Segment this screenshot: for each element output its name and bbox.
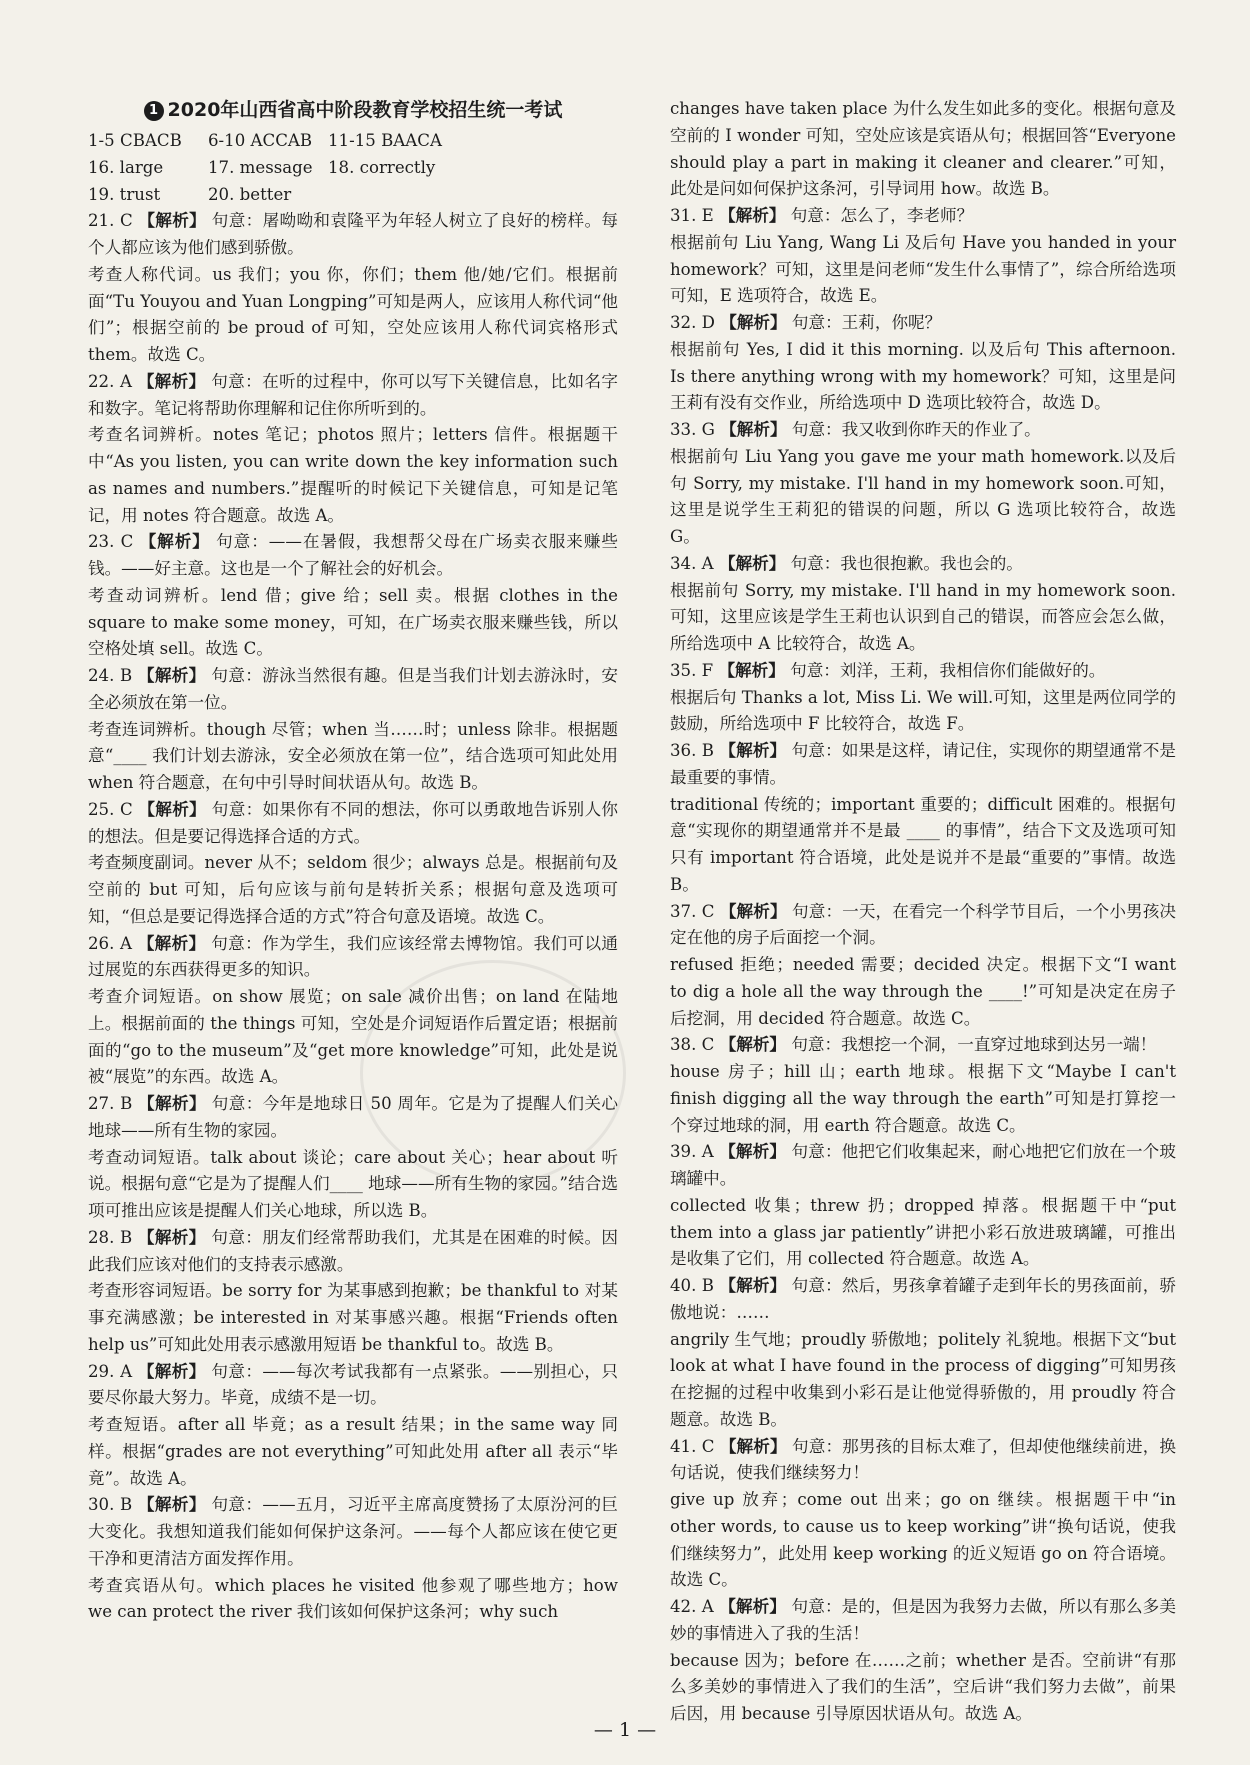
item-number: 23. C [88,532,134,552]
explanation-item [88,529,618,663]
analysis-tag: 【解析】 [137,371,206,391]
analysis-tag: 【解析】 [719,1597,787,1616]
right-column [670,96,1176,1728]
item-number: 38. C [670,1035,715,1055]
left-column [88,96,618,1626]
explanation-text: 句意：他把它们收集起来，耐心地把它们放在一个玻璃罐中。 [670,1142,1176,1188]
analysis-tag: 【解析】 [137,1495,206,1515]
item-number: 41. C [670,1436,715,1456]
analysis-tag: 【解析】 [719,901,787,921]
answer-cell: 16. large [88,157,164,177]
analysis-tag: 【解析】 [719,1035,787,1055]
explanation-item [670,310,1176,417]
explanation-item [670,203,1176,310]
explanation-item [88,931,618,1092]
analysis-tag: 【解析】 [137,1227,206,1247]
analysis-tag: 【解析】 [137,933,206,953]
item-number: 21. C [88,211,133,231]
explanation-text: 句意：今年是地球日 50 周年。它是为了提醒人们关心地球——所有生物的家园。 [88,1094,619,1140]
analysis-tag: 【解析】 [719,1276,787,1295]
explanation-text: 句意：——每次考试我都有一点紧张。——别担心，只要尽你最大努力。毕竟，成绩不是一切。 [88,1361,619,1408]
item-number: 35. F [670,660,714,680]
explanation-text: 考查宾语从句。which places he visited 他参观了哪些地方；how we can protect the river 我们该如何保护这条河；why such [88,1575,618,1622]
page-title: 1 2020年山西省高中阶段教育学校招生统一考试 [88,96,618,125]
analysis-tag: 【解析】 [719,1142,787,1162]
left-explanations [88,208,618,1626]
explanation-item [88,1091,618,1225]
explanation-text: 句意：我想挖一个洞，一直穿过地球到达另一端！ [791,1035,1157,1055]
analysis-tag: 【解析】 [138,799,207,819]
explanation-item [88,208,618,369]
explanation-item [670,738,1176,899]
explanation-text: 根据前句 Yes, I did it this morning. 以及后句 This afternoon. Is there anything wrong with my homework？可知，这里是问王莉有没有交作业，所给选项中 D 选项比较符合，故选 D。 [670,339,1176,413]
explanation-text: 句意：我又收到你昨天的作业了。 [791,420,1041,439]
item-number: 31. E [670,206,714,225]
explanation-text: 句意：然后，男孩拿着罐子走到年长的男孩面前，骄傲地说：…… [670,1276,1177,1322]
explanation-text: collected 收集；threw 扔；dropped 掉落。根据题干中“put them into a glass jar patiently”讲把小彩石放进玻璃罐，可推出是收集了它们，用 collected 符合题意。故选 A。 [670,1195,1176,1269]
explanation-item [670,551,1176,658]
answer-cell: 11-15 BAACA [328,131,442,150]
explanation-text: 句意：我也很抱歉。我也会的。 [790,553,1023,573]
explanation-text: angrily 生气地；proudly 骄傲地；politely 礼貌地。根据下文“but look at what I have found in the process of digging”可知男孩在挖掘的过程中收集到小彩石是让他觉得骄傲的，用 proudly 符合题意。故选 B。 [670,1329,1176,1429]
explanation-item [670,899,1176,1033]
explanation-text: 考查短语。after all 毕竟；as a result 结果；in the same way 同样。根据“grades are not everything”可知此处用 after all 表示“毕竟”。故选 A。 [88,1415,618,1488]
answer-cell: 17. message [208,157,313,177]
item-number: 26. A [88,933,133,953]
explanation-text: 句意：——在暑假，我想帮父母在广场卖衣服来赚些钱。——好主意。这也是一个了解社会的好机会。 [88,532,619,578]
explanation-text: 句意：是的，但是因为我努力去做，所以有那么多美妙的事情进入了我的生活！ [670,1597,1176,1643]
item-number: 30. B [88,1495,133,1515]
explanation-item [670,417,1176,551]
right-explanations [670,96,1176,1728]
explanation-text: 句意：怎么了，李老师？ [790,206,974,225]
analysis-tag: 【解析】 [718,660,785,680]
explanation-text: 考查动词短语。talk about 谈论；care about 关心；hear about 听说。根据句意“它是为了提醒人们____ 地球——所有生物的家园。”结合选项可推出应该是提醒人们关心地球，所以选 B。 [88,1147,618,1220]
explanation-item [670,1139,1176,1273]
explanation-text: house 房子；hill 山；earth 地球。根据下文“Maybe I can't finish digging all the way through the earth”可知是打算挖一个穿过地球的洞，用 earth 符合题意。故选 C。 [670,1062,1176,1135]
explanation-text: 根据后句 Thanks a lot, Miss Li. We will.可知，这里是两位同学的鼓励，所给选项中 F 比较符合，故选 F。 [670,687,1176,734]
explanation-text: traditional 传统的；important 重要的；difficult 困难的。根据句意“实现你的期望通常并不是最 ____ 的事情”，结合下文及选项可知只有 important 符合语境，此处是说并不是最“重要的”事情。故选 B。 [670,794,1176,894]
item-number: 25. C [88,799,133,819]
item-number: 42. A [670,1597,714,1616]
answer-cell: 20. better [208,184,292,204]
explanation-text: 句意：如果是这样，请记住，实现你的期望通常不是最重要的事情。 [670,741,1177,787]
item-number: 33. G [670,420,715,439]
explanation-text: 句意：游泳当然很有趣。但是当我们计划去游泳时，安全必须放在第一位。 [88,666,619,712]
explanation-item [88,797,618,931]
explanation-text: 句意：——五月，习近平主席高度赞扬了太原汾河的巨大变化。我想知道我们能如何保护这条河。——每个人都应该在使它更干净和更清洁方面发挥作用。 [88,1495,619,1568]
explanation-text: 考查频度副词。never 从不；seldom 很少；always 总是。根据前句及空前的 but 可知，后句应该与前句是转折关系；根据句意及选项可知，“但总是要记得选择合适的方式”符合句意及语境。故选 C。 [88,853,618,926]
explanation-text: 考查名词辨析。notes 笔记；photos 照片；letters 信件。根据题干中“As you listen, you can write down the key information such as names and numbers.”提醒听的时候记下关键信息，可知是记笔记，用 notes 符合题意。故选 A。 [88,425,618,525]
item-number: 22. A [88,371,133,391]
answer-row-3 [88,182,618,209]
explanation-text: 句意：如果你有不同的想法，你可以勇敢地告诉别人你的想法。但是要记得选择合适的方式。 [88,799,619,846]
explanation-text: 句意：刘洋，王莉，我相信你们能做好的。 [790,660,1106,680]
explanation-text: 根据前句 Liu Yang, Wang Li 及后句 Have you handed in your homework？可知，这里是问老师“发生什么事情了”，综合所给选项可知，E 选项符合，故选 E。 [670,232,1176,306]
explanation-text: 句意：一天，在看完一个科学节目后，一个小男孩决定在他的房子后面挖一个洞。 [670,901,1177,948]
item-number: 28. B [88,1227,133,1247]
analysis-tag: 【解析】 [720,313,787,332]
explanation-item [670,658,1176,738]
item-number: 24. B [88,666,133,685]
explanation-text: 考查动词辨析。lend 借；give 给；sell 卖。根据 clothes in the square to make some money，可知，在广场卖衣服来赚些钱，所以空格处填 sell。故选 C。 [88,585,618,659]
explanation-text: 考查介词短语。on show 展览；on sale 减价出售；on land 在陆地上。根据前面的 the things 可知，空处是介词短语作后置定语；根据前面的“go to the museum”及“get more knowledge”可知，此处是说被“展览”的东西。故选 A。 [88,987,618,1087]
analysis-tag: 【解析】 [719,206,786,225]
answer-cell: 18. correctly [328,157,436,177]
analysis-tag: 【解析】 [137,666,206,685]
explanation-text: refused 拒绝；needed 需要；decided 决定。根据下文“I want to dig a hole all the way through the ____!”可知是决定在房子后挖洞，用 decided 符合题意。故选 C。 [670,955,1176,1028]
item-number: 32. D [670,313,715,332]
answer-cell: 19. trust [88,184,161,204]
answer-row-1 [88,128,618,155]
explanation-item [88,369,618,530]
explanation-item [88,1359,618,1493]
explanation-item [670,1434,1176,1595]
explanation-item [670,1032,1176,1139]
explanation-text: 句意：那男孩的目标太难了，但却使他继续前进，换句话说，使我们继续努力！ [670,1436,1177,1483]
analysis-tag: 【解析】 [139,532,210,552]
explanation-item [670,1273,1176,1434]
analysis-tag: 【解析】 [718,553,786,573]
explanation-text: 根据前句 Liu Yang you gave me your math homework.以及后句 Sorry, my mistake. I'll hand in my homework soon.可知，这里是说学生王莉犯的错误的问题，所以 G 选项比较符合，故选 G。 [670,446,1176,546]
explanation-text: 句意：在听的过程中，你可以写下关键信息，比如名字和数字。笔记将帮助你理解和记住你所听到的。 [88,371,619,418]
explanation-text: because 因为；before 在……之前；whether 是否。空前讲“有那么多美妙的事情进入了我们的生活”，空后讲“我们努力去做”，前果后因，用 because 引导原因状语从句。故选 A。 [670,1650,1176,1723]
explanation-item [88,663,618,797]
section-number-badge: 1 [144,101,164,121]
page-number: — 1 — [593,1719,657,1741]
answer-cell: 1-5 CBACB [88,131,182,150]
explanation-text: 考查连词辨析。though 尽管；when 当……时；unless 除非。根据题意“____ 我们计划去游泳，安全必须放在第一位”，结合选项可知此处用 when 符合题意，在句中引导时间状语从句。故选 B。 [88,719,618,792]
analysis-tag: 【解析】 [137,1361,206,1381]
explanation-text: 考查形容词短语。be sorry for 为某事感到抱歉；be thankful to 对某事充满感激；be interested in 对某事感兴趣。根据“Friends often help us”可知此处用表示感激用短语 be thankful to。故选 B。 [88,1281,618,1354]
analysis-tag: 【解析】 [138,211,207,231]
explanation-text: 句意：朋友们经常帮助我们，尤其是在困难的时候。因此我们应该对他们的支持表示感激。 [88,1227,619,1274]
explanation-text: changes have taken place 为什么发生如此多的变化。根据句意及空前的 I wonder 可知，空处应该是宾语从句；根据回答“Everyone should play a part in making it cleaner and clearer.”可知，此处是问如何保护这条河，引导词用 how。故选 B。 [670,99,1176,199]
item-number: 27. B [88,1094,133,1113]
explanation-text: 考查人称代词。us 我们；you 你，你们；them 他/她/它们。根据前面“Tu Youyou and Yuan Longping”可知是两人，应该用人称代词“他们”；根据空前的 be proud of 可知，空处应该用人称代词宾格形式 them。故选 C。 [88,264,618,364]
explanation-item [670,96,1176,203]
explanation-text: give up 放弃；come out 出来；go on 继续。根据题干中“in other words, to cause us to keep working”讲“换句话说，使我们继续努力”，此处用 keep working 的近义短语 go on 符合语境。故选 C。 [670,1490,1176,1590]
answer-cell: 6-10 ACCAB [208,131,313,150]
item-number: 39. A [670,1142,714,1162]
explanation-text: 句意：王莉，你呢？ [791,313,942,332]
explanation-item [88,1225,618,1359]
item-number: 34. A [670,553,714,573]
analysis-tag: 【解析】 [720,420,787,439]
explanation-item [670,1594,1176,1728]
explanation-text: 句意：屠呦呦和袁隆平为年轻人树立了良好的榜样。每个人都应该为他们感到骄傲。 [88,211,619,257]
item-number: 40. B [670,1276,714,1295]
analysis-tag: 【解析】 [719,741,787,760]
answer-row-2 [88,155,618,182]
explanation-item [88,1492,618,1626]
item-number: 29. A [88,1361,133,1381]
analysis-tag: 【解析】 [719,1436,787,1456]
item-number: 36. B [670,741,714,760]
explanation-text: 句意：作为学生，我们应该经常去博物馆。我们可以通过展览的东西获得更多的知识。 [88,933,619,980]
explanation-text: 根据前句 Sorry, my mistake. I'll hand in my homework soon.可知，这里应该是学生王莉也认识到自己的错误，而答应会怎么做，所给选项中 A 比较符合，故选 A。 [670,580,1176,653]
analysis-tag: 【解析】 [137,1094,207,1113]
item-number: 37. C [670,901,715,921]
